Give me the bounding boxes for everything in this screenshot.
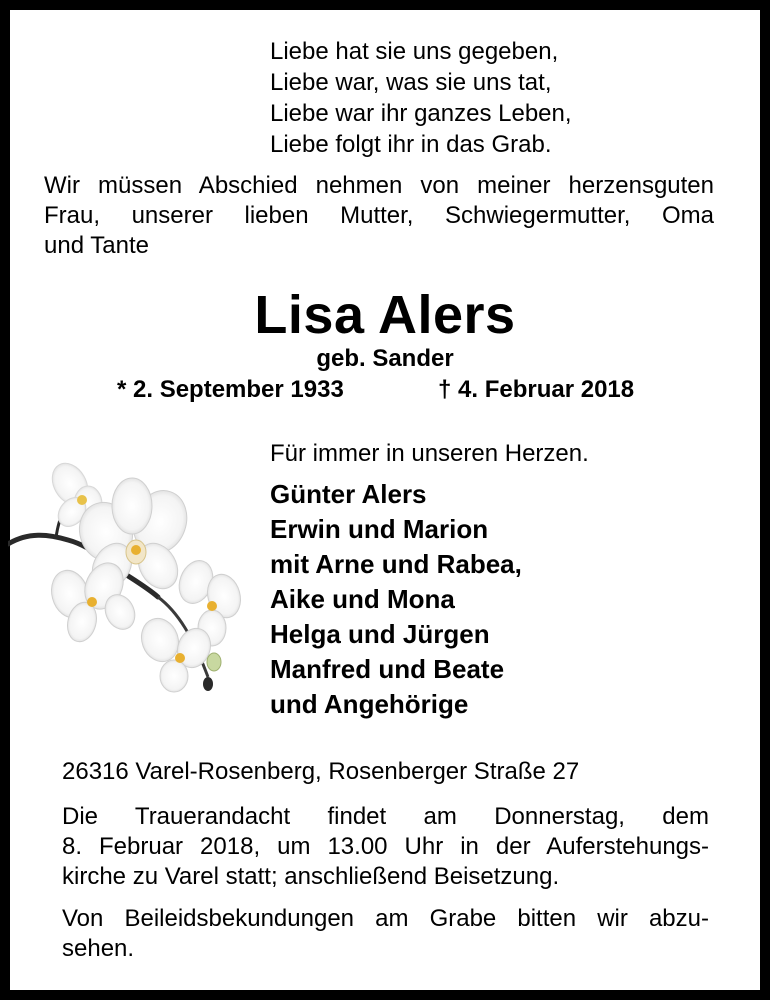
poem-line: Liebe hat sie uns gegeben,: [270, 38, 559, 65]
address: 26316 Varel-Rosenberg, Rosenberger Straße 27: [62, 758, 580, 785]
service-notice: [62, 802, 709, 892]
mourner-name: Erwin und Marion: [270, 514, 489, 544]
poem-line: Liebe folgt ihr in das Grab.: [270, 131, 552, 158]
service-line: 8. Februar 2018, um 13.00 Uhr in der Auferstehungs-: [62, 833, 709, 860]
mourner-name: Manfred und Beate: [270, 654, 505, 684]
mourner-name: Günter Alers: [270, 479, 427, 509]
service-line: kirche zu Varel statt; anschließend Beisetzung.: [62, 863, 560, 890]
mourners-list: [270, 477, 522, 722]
mourner-name: mit Arne und Rabea,: [270, 549, 522, 579]
birth-date: * 2. September 1933: [117, 376, 344, 403]
motto: Für immer in unseren Herzen.: [270, 440, 589, 467]
mourner-name: Aike und Mona: [270, 584, 455, 614]
intro-line: Wir müssen Abschied nehmen von meiner herzensguten: [44, 172, 714, 199]
condolence-line: sehen.: [62, 935, 135, 962]
poem-line: Liebe war, was sie uns tat,: [270, 69, 552, 96]
condolence-notice: [62, 904, 709, 964]
mourner-name: und Angehörige: [270, 689, 469, 719]
orchid-image: [8, 462, 248, 702]
mourner-name: Helga und Jürgen: [270, 619, 490, 649]
intro-text: [44, 171, 714, 261]
poem: [270, 36, 572, 160]
condolence-line: Von Beileidsbekundungen am Grabe bitten wir abzu-: [62, 905, 709, 932]
service-line: Die Trauerandacht findet am Donnerstag, dem: [62, 803, 709, 830]
deceased-name: Lisa Alers: [254, 285, 516, 345]
death-date: † 4. Februar 2018: [438, 376, 635, 403]
poem-line: Liebe war ihr ganzes Leben,: [270, 100, 572, 127]
intro-line: Frau, unserer lieben Mutter, Schwiegermutter, Oma: [44, 202, 714, 229]
intro-line: und Tante: [44, 232, 149, 259]
maiden-name: geb. Sander: [316, 345, 454, 372]
